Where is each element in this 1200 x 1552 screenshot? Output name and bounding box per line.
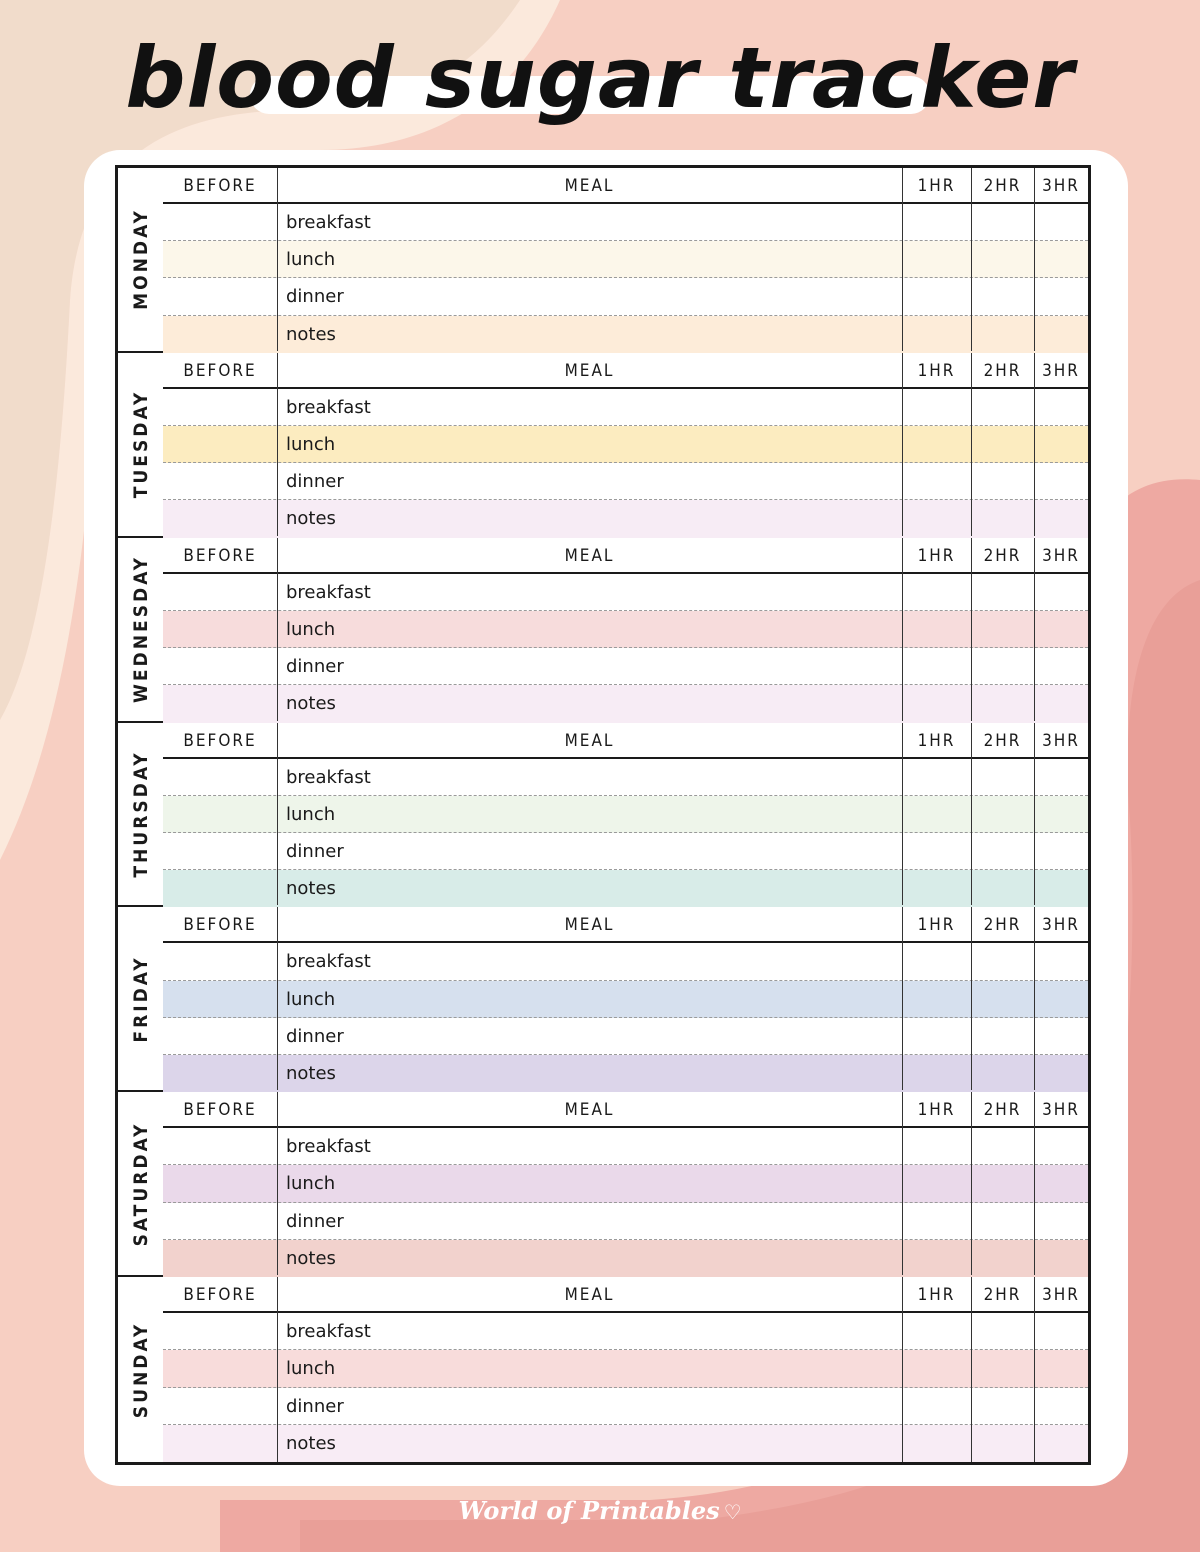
meal-label: lunch [286,1358,336,1380]
column-divider [902,168,903,351]
column-divider [277,1092,278,1275]
meal-row-lunch[interactable] [163,426,1088,463]
header-meal: MEAL [564,915,615,936]
column-divider [971,353,972,536]
meal-label: dinner [286,471,344,493]
meal-row-notes[interactable] [163,316,1088,353]
header-h3: 3HR [1042,176,1080,196]
meal-row-dinner[interactable] [163,833,1088,870]
day-section-friday [118,907,1088,1092]
meal-label: lunch [286,434,336,456]
header-h3: 3HR [1042,915,1080,936]
column-divider [1034,538,1035,721]
meal-row-notes[interactable] [163,1240,1088,1277]
column-divider [277,353,278,536]
meal-row-lunch[interactable] [163,1350,1088,1387]
column-divider [902,1092,903,1275]
meal-label: lunch [286,249,336,271]
day-label-column [118,538,165,721]
header-meal: MEAL [564,176,615,196]
header-h1: 1HR [917,730,956,751]
header-h2: 2HR [983,1100,1022,1121]
day-label-column [118,353,165,536]
day-label-column [118,1277,165,1462]
column-divider [971,168,972,351]
header-h1: 1HR [917,1285,956,1306]
meal-row-dinner[interactable] [163,648,1088,685]
day-label: TUESDAY [129,390,152,499]
heart-icon: ♡ [723,1500,742,1524]
footer-brand [0,1496,1200,1525]
column-divider [971,1092,972,1275]
meal-row-notes[interactable] [163,1055,1088,1092]
meal-label: breakfast [286,766,371,788]
day-label-column [118,1092,165,1275]
header-h1: 1HR [917,1100,956,1121]
header-h2: 2HR [983,360,1022,381]
day-section-thursday [118,723,1088,908]
header-row [163,538,1088,574]
header-meal: MEAL [564,1285,615,1306]
header-meal: MEAL [564,1100,615,1121]
header-row [163,1092,1088,1128]
column-divider [971,538,972,721]
day-label: MONDAY [129,208,152,311]
header-h3: 3HR [1042,1285,1080,1306]
column-divider [1034,168,1035,351]
header-before: BEFORE [183,1285,257,1306]
meal-label: dinner [286,656,344,678]
day-label-column [118,723,165,906]
header-meal: MEAL [564,730,615,751]
meal-label: breakfast [286,1136,371,1158]
meal-label: notes [286,1247,336,1269]
header-meal: MEAL [564,360,615,381]
meal-label: notes [286,508,336,530]
meal-row-breakfast[interactable] [163,1128,1088,1165]
meal-row-lunch[interactable] [163,981,1088,1018]
meal-label: breakfast [286,396,371,418]
header-meal: MEAL [564,545,615,566]
day-label: SUNDAY [129,1321,152,1418]
meal-label: dinner [286,1025,344,1047]
meal-label: dinner [286,840,344,862]
column-divider [902,907,903,1090]
meal-label: notes [286,323,336,345]
day-section-tuesday [118,353,1088,538]
column-divider [277,168,278,351]
header-before: BEFORE [183,545,257,566]
page-title: blood sugar tracker [125,29,1075,127]
meal-row-breakfast[interactable] [163,943,1088,980]
meal-row-dinner[interactable] [163,278,1088,315]
header-h3: 3HR [1042,730,1080,751]
meal-row-dinner[interactable] [163,1203,1088,1240]
meal-row-breakfast[interactable] [163,389,1088,426]
meal-row-dinner[interactable] [163,463,1088,500]
header-h1: 1HR [917,360,956,381]
header-row [163,723,1088,759]
meal-row-lunch[interactable] [163,796,1088,833]
meal-row-dinner[interactable] [163,1388,1088,1425]
meal-label: breakfast [286,212,371,233]
meal-label: lunch [286,1173,336,1195]
header-h2: 2HR [983,1285,1022,1306]
header-row [163,168,1088,204]
header-row [163,353,1088,389]
meal-label: breakfast [286,581,371,603]
header-h2: 2HR [983,730,1022,751]
column-divider [902,353,903,536]
meal-row-notes[interactable] [163,500,1088,537]
header-h3: 3HR [1042,360,1080,381]
column-divider [277,723,278,906]
header-h1: 1HR [917,176,956,196]
header-h2: 2HR [983,176,1022,196]
meal-row-lunch[interactable] [163,1165,1088,1202]
day-section-monday [118,168,1088,353]
column-divider [1034,353,1035,536]
meal-label: notes [286,1063,336,1085]
header-before: BEFORE [183,730,257,751]
meal-row-breakfast[interactable] [163,1313,1088,1350]
day-label: FRIDAY [129,955,152,1043]
meal-label: breakfast [286,951,371,973]
column-divider [1034,1092,1035,1275]
day-section-wednesday [118,538,1088,723]
day-section-saturday [118,1092,1088,1277]
header-h3: 3HR [1042,545,1080,566]
meal-row-breakfast[interactable] [163,759,1088,796]
header-before: BEFORE [183,1100,257,1121]
header-before: BEFORE [183,176,257,196]
meal-row-notes[interactable] [163,870,1088,907]
meal-label: notes [286,878,336,900]
header-h2: 2HR [983,545,1022,566]
meal-label: lunch [286,988,336,1010]
header-h1: 1HR [917,915,956,936]
header-before: BEFORE [183,360,257,381]
column-divider [1034,723,1035,906]
header-row [163,1277,1088,1313]
meal-row-breakfast[interactable] [163,204,1088,241]
meal-row-notes[interactable] [163,1425,1088,1462]
day-label: SATURDAY [129,1121,152,1247]
meal-row-breakfast[interactable] [163,574,1088,611]
column-divider [971,723,972,906]
column-divider [1034,1277,1035,1462]
day-label-column [118,907,165,1090]
column-divider [1034,907,1035,1090]
meal-label: dinner [286,1210,344,1232]
column-divider [902,538,903,721]
meal-row-lunch[interactable] [163,241,1088,278]
day-section-sunday [118,1277,1088,1462]
meal-label: notes [286,1432,336,1454]
header-h3: 3HR [1042,1100,1080,1121]
header-h2: 2HR [983,915,1022,936]
meal-label: notes [286,693,336,715]
column-divider [971,907,972,1090]
header-row [163,907,1088,943]
footer-brand-text: World of Printables [458,1496,720,1525]
title-area [0,18,1200,148]
tracker-table [115,165,1091,1465]
day-label-column [118,168,165,351]
meal-label: dinner [286,286,344,308]
column-divider [902,1277,903,1462]
meal-label: breakfast [286,1321,371,1343]
meal-row-dinner[interactable] [163,1018,1088,1055]
header-h1: 1HR [917,545,956,566]
column-divider [902,723,903,906]
column-divider [971,1277,972,1462]
column-divider [277,907,278,1090]
meal-label: lunch [286,618,336,640]
header-before: BEFORE [183,915,257,936]
meal-label: lunch [286,803,336,825]
column-divider [277,538,278,721]
meal-row-lunch[interactable] [163,611,1088,648]
column-divider [277,1277,278,1462]
meal-row-notes[interactable] [163,685,1088,722]
day-label: THURSDAY [129,750,152,878]
day-label: WEDNESDAY [129,555,152,704]
meal-label: dinner [286,1395,344,1417]
